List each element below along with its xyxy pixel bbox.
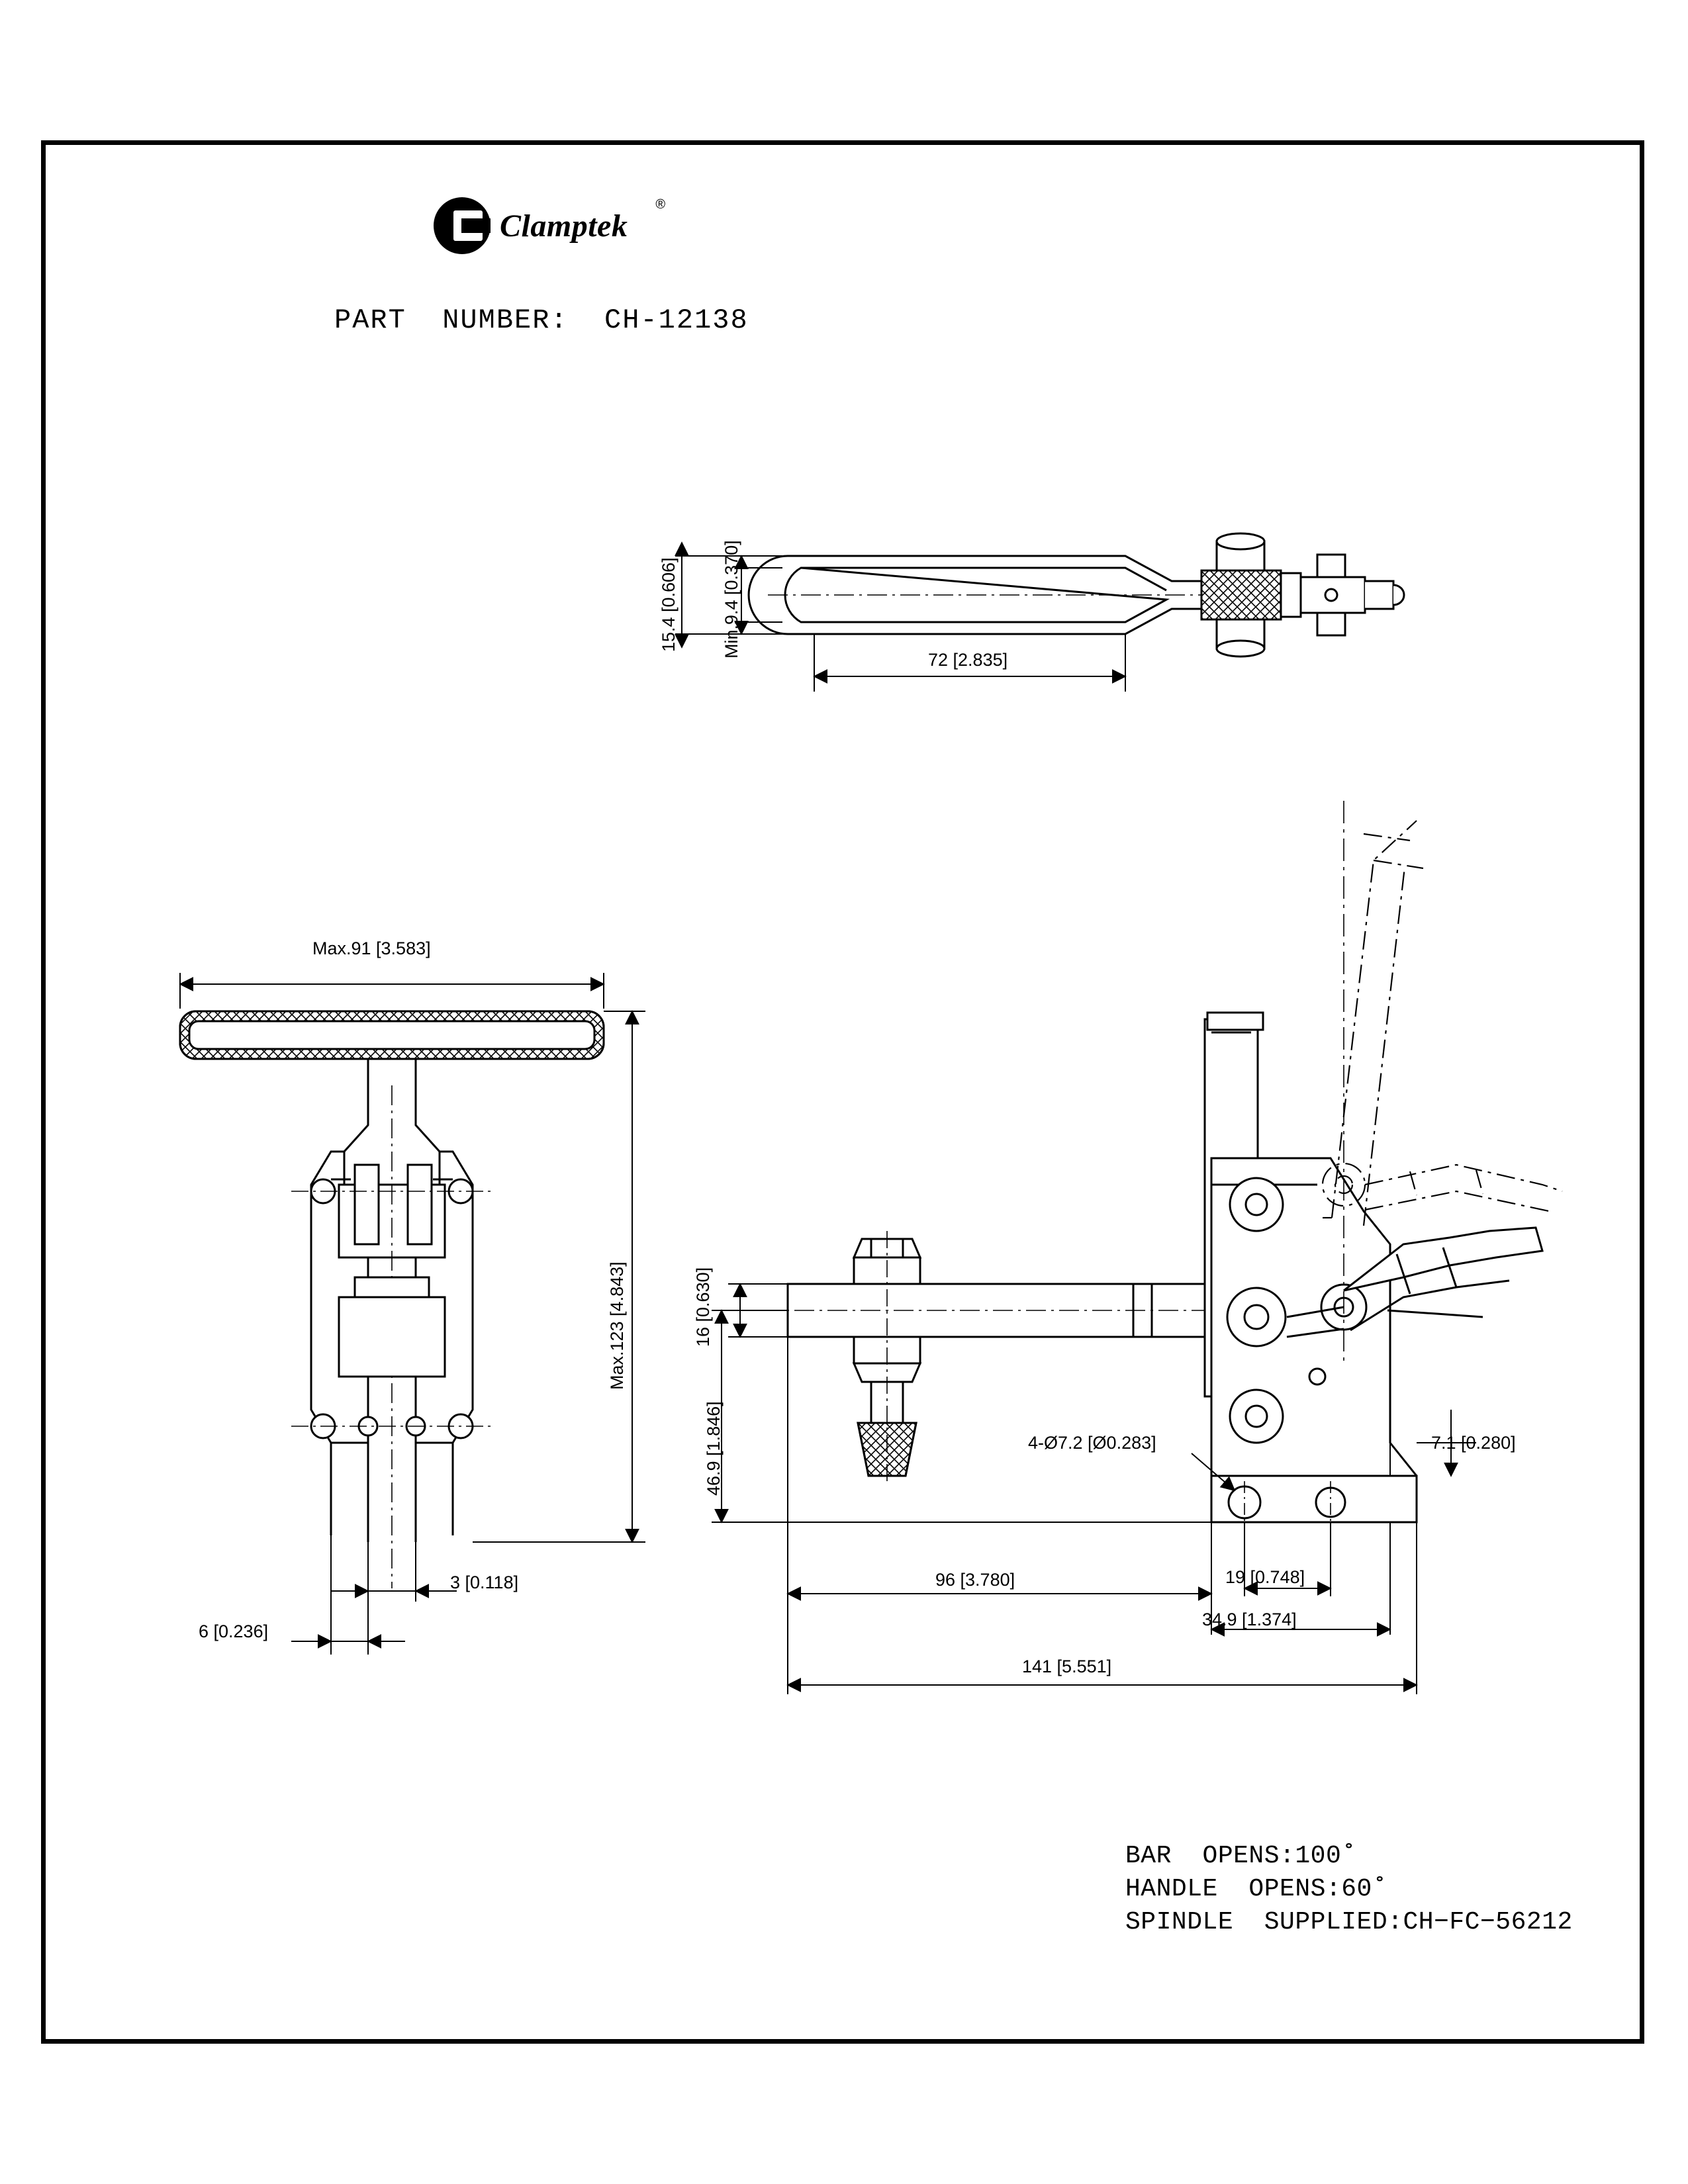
- notes-block: [1125, 1840, 1573, 1939]
- dim-handle-min: Min.9.4 [0.370]: [722, 540, 741, 659]
- dim-base-thickness: 6 [0.236]: [199, 1621, 269, 1641]
- dim-base-length: 34.9 [1.374]: [1202, 1610, 1297, 1629]
- dim-overall-length: 141 [5.551]: [1022, 1657, 1112, 1676]
- brand-name: Clamptek: [500, 208, 628, 244]
- dim-handle-height: 15.4 [0.606]: [659, 557, 679, 652]
- dim-length-96: 96 [3.780]: [935, 1570, 1015, 1590]
- note-bar-opens: BAR OPENS:100˚: [1125, 1842, 1357, 1870]
- dim-slot-width: 3 [0.118]: [450, 1572, 519, 1592]
- note-spindle-supplied: SPINDLE SUPPLIED:CH−FC−56212: [1125, 1908, 1573, 1937]
- dim-spindle-height: 16 [0.630]: [693, 1267, 713, 1347]
- clamptek-logo-icon: [434, 197, 491, 254]
- brand-logo: [434, 197, 665, 254]
- dim-handle-length: 72 [2.835]: [928, 650, 1008, 670]
- note-handle-opens: HANDLE OPENS:60˚: [1125, 1875, 1388, 1904]
- dim-height-max: Max.123 [4.843]: [607, 1261, 627, 1390]
- registered-trademark-icon: ®: [655, 197, 666, 212]
- dim-bar-width-max: Max.91 [3.583]: [312, 938, 431, 958]
- part-number: PART NUMBER: CH-12138: [334, 304, 749, 336]
- drawing-frame: [41, 140, 1644, 2044]
- dim-hole-spacing: 19 [0.748]: [1225, 1567, 1305, 1587]
- dim-hole-callout: 4-Ø7.2 [Ø0.283]: [1028, 1433, 1156, 1453]
- dim-base-to-center: 46.9 [1.846]: [704, 1401, 724, 1496]
- dim-plate-thickness: 7.1 [0.280]: [1431, 1433, 1516, 1453]
